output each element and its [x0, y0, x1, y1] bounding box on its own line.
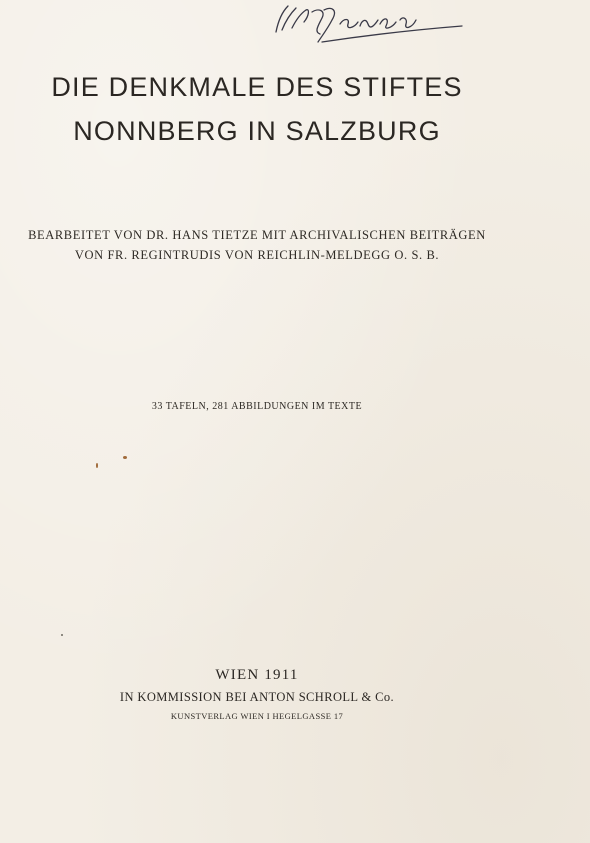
- handwritten-signature: [262, 2, 472, 50]
- paper-speck: [61, 634, 63, 636]
- imprint-publisher: IN KOMMISSION BEI ANTON SCHROLL & Co.: [119, 690, 395, 704]
- credits-line-1: BEARBEITET VON DR. HANS TIETZE MIT ARCHIVALISCHEN BEITRÄGEN: [28, 228, 486, 242]
- imprint-address: KUNSTVERLAG WIEN I HEGELGASSE 17: [170, 711, 344, 721]
- paper-speck: [123, 456, 127, 459]
- credits-line-2: VON FR. REGINTRUDIS VON REICHLIN-MELDEGG O. S. B.: [74, 248, 440, 262]
- imprint-city-year: WIEN 1911: [215, 667, 299, 683]
- book-title-line-2: NONNBERG IN SALZBURG: [73, 116, 441, 146]
- paper-speck: [96, 463, 98, 468]
- contents-note: 33 TAFELN, 281 ABBILDUNGEN IM TEXTE: [151, 401, 363, 412]
- book-title-line-1: DIE DENKMALE DES STIFTES: [51, 72, 463, 102]
